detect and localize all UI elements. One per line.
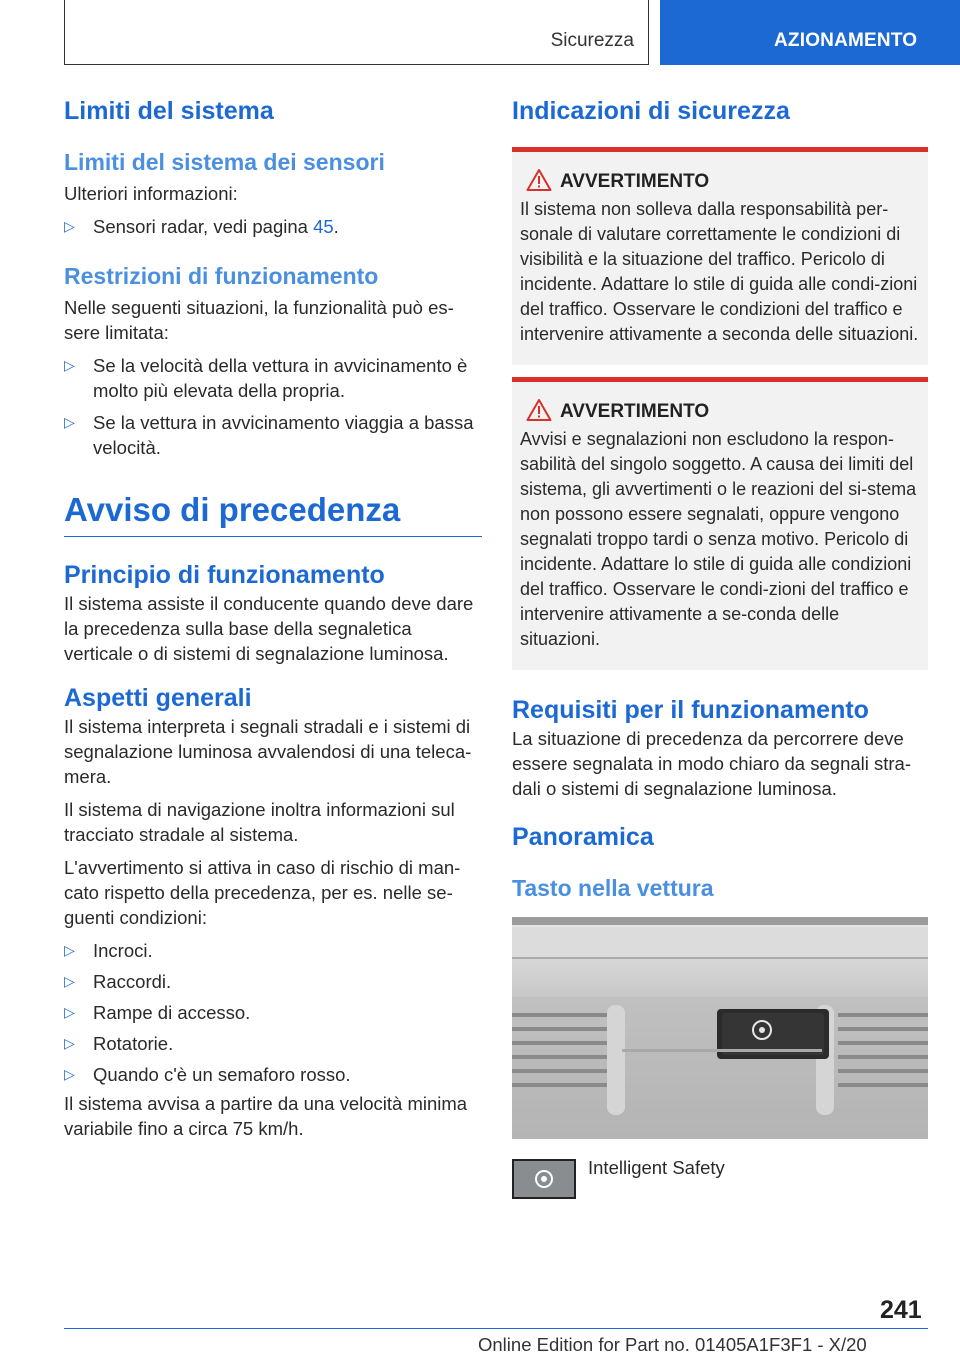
warning-title-1 bbox=[520, 170, 920, 194]
bullet-icon: ▷ bbox=[64, 218, 75, 234]
list-item bbox=[64, 1031, 482, 1056]
right-column bbox=[512, 95, 928, 1201]
list-item bbox=[64, 353, 482, 403]
general-paragraph-1: Il sistema interpreta i segnali stradali e i sistemi di segnalazione luminosa avvalendosi di una teleca-mera. bbox=[64, 716, 472, 787]
warning-text-1: Il sistema non solleva dalla responsabilità per-sonale di valutare correttamente le condizioni di visibilità e la situazione del traffico. Pericolo di incidente. Adattare lo stile di guida alle condi-zioni del traffico. Osservare le condizioni del traffico e intervenire attivamente a seconda delle situazioni. bbox=[520, 199, 919, 344]
footer-edition: Online Edition for Part no. 01405A1F3F1 - X/20 bbox=[478, 1334, 867, 1355]
heading-principle: Principio di funzionamento bbox=[64, 561, 385, 589]
warning-title-text: AVVERTIMENTO bbox=[560, 401, 710, 422]
bullet-icon: ▷ bbox=[64, 1035, 75, 1051]
heading-button: Tasto nella vettura bbox=[512, 875, 714, 901]
bullet-icon: ▷ bbox=[64, 942, 75, 958]
warning-triangle-icon bbox=[526, 398, 552, 422]
bullet-icon: ▷ bbox=[64, 1004, 75, 1020]
header-chapter-tab bbox=[660, 0, 960, 65]
list-item bbox=[64, 214, 482, 239]
general-paragraph-3: L'avvertimento si attiva in caso di rischio di man-cato rispetto della precedenza, per es. nelle se-guenti condizioni: bbox=[64, 857, 461, 928]
list-item-text: Rotatorie. bbox=[93, 1033, 174, 1054]
vehicle-button-photo bbox=[512, 917, 928, 1139]
list-item-text: Quando c'è un semaforo rosso. bbox=[93, 1064, 351, 1085]
intelligent-safety-button-icon bbox=[512, 1159, 576, 1199]
heading-requirements: Requisiti per il funzionamento bbox=[512, 696, 869, 724]
bullet-icon: ▷ bbox=[64, 1066, 75, 1082]
warning-box-2 bbox=[512, 377, 928, 670]
bullet-icon: ▷ bbox=[64, 414, 75, 430]
dashboard-illustration bbox=[512, 917, 928, 1139]
heading-sensor-limits: Limiti del sistema dei sensori bbox=[64, 149, 385, 175]
general-paragraph-2: Il sistema di navigazione inoltra informazioni sul tracciato stradale al sistema. bbox=[64, 799, 455, 845]
restrictions-list bbox=[64, 353, 482, 460]
heading-overview: Panoramica bbox=[512, 823, 654, 851]
list-item-text: Se la velocità della vettura in avvicinamento è molto più elevata della propria. bbox=[93, 355, 468, 401]
header-section-label: Sicurezza bbox=[550, 30, 634, 51]
list-item bbox=[64, 938, 482, 963]
bullet-icon: ▷ bbox=[64, 973, 75, 989]
list-item-text: Incroci. bbox=[93, 940, 153, 961]
left-column bbox=[64, 95, 482, 1141]
warning-title-2 bbox=[520, 400, 920, 424]
warning-box-1 bbox=[512, 147, 928, 365]
list-item-text: Se la vettura in avvicinamento viaggia a bassa velocità. bbox=[93, 412, 474, 458]
heading-safety: Indicazioni di sicurezza bbox=[512, 97, 790, 125]
warning-triangle-icon bbox=[526, 168, 552, 192]
speed-text: Il sistema avvisa a partire da una velocità minima variabile fino a circa 75 km/h. bbox=[64, 1093, 468, 1139]
sensor-item-text: Sensori radar, vedi pagina bbox=[93, 216, 314, 237]
list-item-text: Rampe di accesso. bbox=[93, 1002, 251, 1023]
heading-restrictions: Restrizioni di funzionamento bbox=[64, 263, 379, 289]
restrictions-intro: Nelle seguenti situazioni, la funzionalità può es-sere limitata: bbox=[64, 297, 454, 343]
conditions-list bbox=[64, 938, 482, 1087]
bullet-icon: ▷ bbox=[64, 357, 75, 373]
heading-main: Avviso di precedenza bbox=[64, 490, 482, 537]
list-item bbox=[64, 410, 482, 460]
sensor-list bbox=[64, 214, 482, 239]
principle-text: Il sistema assiste il conducente quando deve dare la precedenza sulla base della segnaletica verticale o di sistemi di segnalazione luminosa. bbox=[64, 593, 474, 664]
warning-text-2: Avvisi e segnalazioni non escludono la respon-sabilità del singolo soggetto. A causa dei limiti del sistema, gli avvertimenti o le reazioni del si-stema non possono essere segnalati, oppure vengono segnalati troppo tardi o senza motivo. Pericolo di incidente. Adattare lo stile di guida alle condizioni del traffico. Osservare le condi-zioni del traffico e intervenire attivamente a se-conda delle situazioni. bbox=[520, 429, 917, 649]
page-link[interactable]: 45 bbox=[313, 216, 334, 237]
list-item-text: Raccordi. bbox=[93, 971, 172, 992]
heading-general: Aspetti generali bbox=[64, 684, 252, 712]
heading-limits: Limiti del sistema bbox=[64, 97, 274, 125]
list-item bbox=[64, 1000, 482, 1025]
header-section-tab bbox=[64, 0, 649, 65]
button-legend bbox=[512, 1159, 928, 1201]
footer-divider bbox=[64, 1328, 928, 1329]
more-info-text: Ulteriori informazioni: bbox=[64, 183, 238, 204]
list-item bbox=[64, 969, 482, 994]
header-chapter-label: AZIONAMENTO bbox=[774, 30, 918, 51]
page-number: 241 bbox=[880, 1296, 922, 1324]
button-label: Intelligent Safety bbox=[588, 1157, 725, 1178]
requirements-text: La situazione di precedenza da percorrere deve essere segnalata in modo chiaro da segnali stra-dali o sistemi di segnalazione luminosa. bbox=[512, 728, 912, 799]
warning-title-text: AVVERTIMENTO bbox=[560, 171, 710, 192]
sensor-item-end: . bbox=[333, 216, 339, 237]
list-item bbox=[64, 1062, 482, 1087]
